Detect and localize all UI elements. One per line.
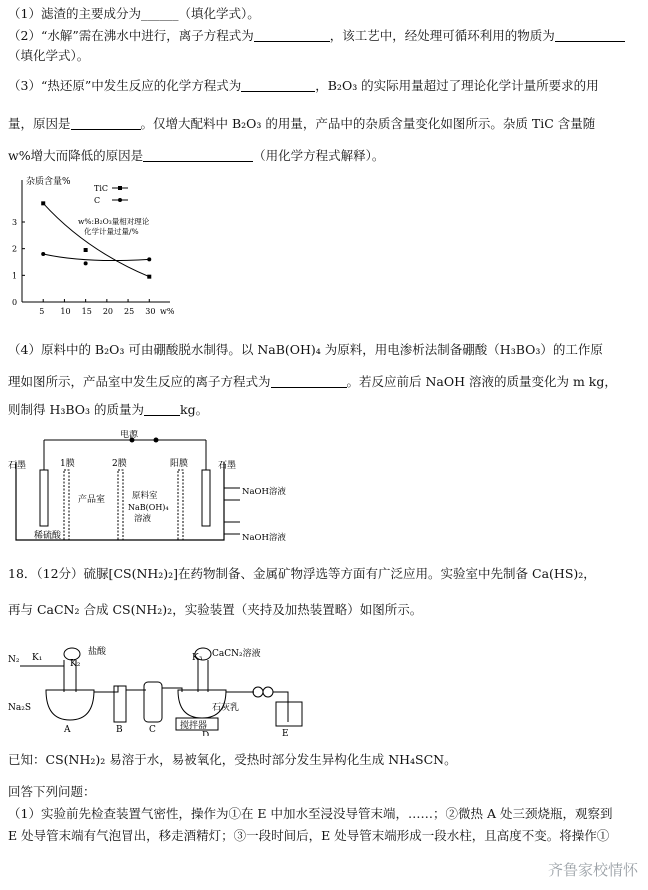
- electrodialysis-svg: [6, 430, 306, 552]
- q4-text-b: 。若反应前后 NaOH 溶液的质量变化为 m kg，: [346, 374, 617, 389]
- q3-line-3: [8, 148, 384, 164]
- electrodialysis-diagram: [6, 430, 306, 552]
- naoh-bottom-label: NaOH溶液: [242, 533, 286, 543]
- limewater-label: 石灰乳: [212, 703, 240, 713]
- na2s-label: Na₂S: [8, 703, 32, 713]
- q18-1-line-2: E 处导管末端有气泡冒出，移走酒精灯；③一段时间后，E 处导管末端形成一段水柱，且高度不变。将操作①: [8, 828, 610, 843]
- x-tick-label: 30: [145, 307, 156, 316]
- naoh-top-label: NaOH溶液: [242, 487, 286, 497]
- dilute-acid-label: 稀硫酸: [34, 531, 62, 541]
- watermark: 齐鲁家校情怀: [547, 861, 638, 879]
- legend-label: C: [94, 196, 101, 205]
- stirrer-label: 搅拌器: [180, 721, 208, 731]
- q1-line: （1）滤渣的主要成分为______（填化学式）。: [8, 6, 260, 21]
- q4-line-2: [8, 374, 617, 390]
- data-point-c: [147, 257, 151, 261]
- legend-marker: [118, 198, 122, 202]
- x-tick-label: 5: [39, 307, 45, 316]
- q3-text-b: ，B₂O₃ 的实际用量超过了理论化学计量所要求的用: [315, 78, 599, 93]
- series-line-c: [43, 254, 149, 261]
- q18-line: 18．（12分）硫脲[CS(NH₂)₂]在药物制备、金属矿物浮选等方面有广泛应用。实验室中先制备 Ca(HS)₂，: [8, 566, 596, 581]
- chart-annotation: 化学计量过量/%: [84, 227, 139, 236]
- q2-line-cont: （填化学式）。: [8, 48, 90, 63]
- answer-blank: [143, 149, 253, 162]
- label-d: D: [202, 731, 210, 736]
- chart-annotation: w%:B₂O₃量相对理论: [78, 217, 150, 226]
- data-point-tic: [84, 248, 88, 252]
- apparatus-diagram: [6, 630, 316, 736]
- product-room-label: 产品室: [78, 495, 106, 505]
- q4-text-d: kg。: [180, 402, 209, 417]
- q3-text-d: 。仅增大配料中 B₂O₃ 的用量，产品中的杂质含量变化如图所示。杂质 TiC 含量随: [140, 116, 596, 131]
- answer-blank: [144, 403, 180, 416]
- data-point-tic: [147, 275, 151, 279]
- left-electrode-label: 石墨: [8, 461, 27, 471]
- x-tick-label: 15: [81, 307, 92, 316]
- apparatus-svg: [6, 630, 316, 736]
- label-c: C: [149, 725, 156, 735]
- x-tick-label: 25: [124, 307, 135, 316]
- y-tick-label: 3: [12, 218, 18, 227]
- impurity-chart-svg: [4, 172, 174, 322]
- n2-label: N₂: [8, 655, 20, 665]
- answer-heading: 回答下列问题：: [8, 784, 96, 799]
- answer-blank: [71, 117, 141, 130]
- data-point-c: [41, 252, 45, 256]
- label-e: E: [282, 729, 289, 736]
- k2-label: K₂: [70, 659, 81, 669]
- membrane3-label: 阳膜: [170, 459, 189, 469]
- membrane1-label: 1膜: [60, 459, 75, 469]
- q3-line: [8, 78, 599, 94]
- k3-label: K₃: [192, 653, 203, 663]
- y-tick-label: 1: [12, 271, 18, 281]
- known-line: 已知：CS(NH₂)₂ 易溶于水，易被氧化，受热时部分发生异构化生成 NH₄SCN。: [8, 752, 457, 767]
- cacn2-label: CaCN₂溶液: [212, 649, 261, 659]
- x-axis-title: w%: [160, 307, 174, 316]
- q3-text-a: （3）“热还原”中发生反应的化学方程式为: [8, 78, 242, 93]
- q4-line-3: [8, 402, 208, 418]
- raw-room-label: 原料室: [132, 491, 158, 501]
- label-b: B: [116, 725, 123, 735]
- q4-text-c: 则制得 H₃BO₃ 的质量为: [8, 402, 145, 417]
- series-line-tic: [43, 203, 149, 276]
- label-a: A: [64, 725, 71, 735]
- q2-line: [8, 28, 625, 44]
- data-point-c: [84, 261, 88, 265]
- answer-blank: [555, 29, 625, 42]
- raw-room-formula: NaB(OH)₄: [128, 503, 169, 512]
- membrane2-label: 2膜: [112, 459, 127, 469]
- k1-label: K₁: [32, 653, 43, 663]
- x-tick-label: 20: [102, 307, 114, 316]
- answer-blank: [271, 375, 347, 388]
- q4-line: （4）原料中的 B₂O₃ 可由硼酸脱水制得。以 NaB(OH)₄ 为原料，用电渗析法制备硼酸（H₃BO₃）的工作原: [8, 342, 603, 357]
- impurity-chart: [4, 172, 174, 322]
- right-electrode-label: 石墨: [218, 461, 237, 471]
- x-tick-label: 10: [60, 307, 71, 316]
- raw-room-solution: 溶液: [134, 514, 152, 524]
- q3-text-c: 量，原因是: [8, 116, 71, 131]
- q18-1-line: （1）实验前先检查装置气密性，操作为①在 E 中加水至浸没导管末端，……；②微热 A 处三颈烧瓶，观察到: [8, 806, 613, 821]
- q2-text-a: （2）“水解”需在沸水中进行，离子方程式为: [8, 28, 254, 43]
- legend-marker: [118, 186, 122, 190]
- legend-label: TiC: [94, 184, 109, 193]
- y-tick-label: 0: [12, 298, 18, 307]
- q4-text-a: 理如图所示，产品室中发生反应的离子方程式为: [8, 374, 271, 389]
- answer-blank: [241, 79, 315, 92]
- y-tick-label: 2: [12, 244, 18, 254]
- answer-blank: [254, 29, 330, 42]
- data-point-tic: [41, 201, 45, 205]
- hcl-label: 盐酸: [88, 647, 107, 657]
- power-label: 电源: [120, 430, 139, 440]
- q18-line-2: 再与 CaCN₂ 合成 CS(NH₂)₂，实验装置（夹持及加热装置略）如图所示。: [8, 602, 423, 617]
- q3-text-e: w%增大而降低的原因是: [8, 148, 144, 163]
- q3-line-2: [8, 116, 595, 132]
- q2-text-b: ，该工艺中，经处理可循环利用的物质为: [329, 28, 555, 43]
- q3-text-f: （用化学方程式解释）。: [253, 148, 385, 163]
- y-axis-title: 杂质含量%: [26, 177, 71, 187]
